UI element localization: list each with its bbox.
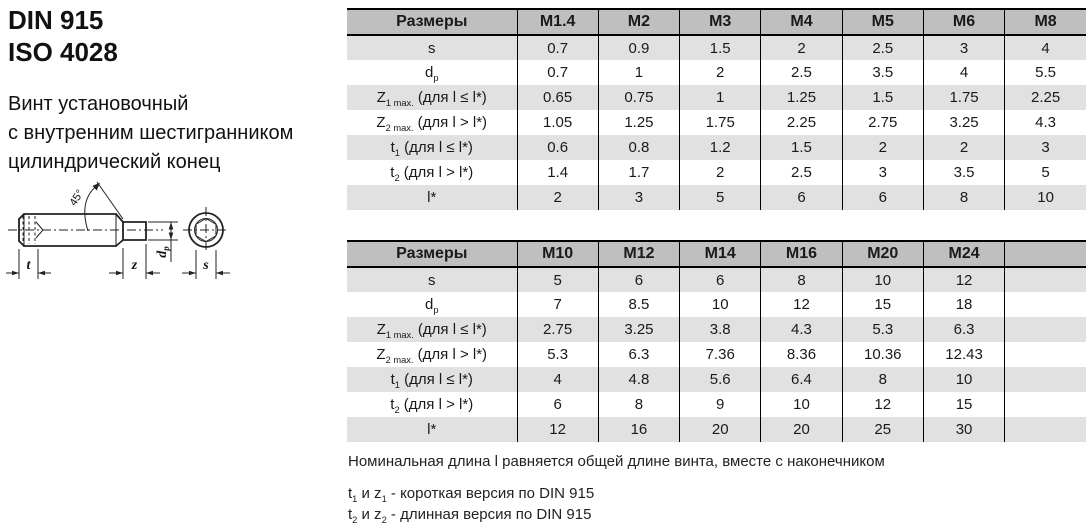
value-cell: 5.3 [517,342,598,367]
value-cell: 6 [680,267,761,292]
table-row [347,367,1086,392]
header-row [347,241,1086,267]
value-cell: 6 [761,185,842,210]
value-cell: 3 [842,160,923,185]
value-cell: 8 [923,185,1004,210]
z-dimension-label: z [131,258,138,273]
value-cell: 5 [680,185,761,210]
value-cell: 10 [842,267,923,292]
screw-side-view [6,182,178,279]
table-row [347,185,1086,210]
empty-cell [1005,292,1086,317]
value-cell: 8.5 [598,292,679,317]
row-label: $t_2$ (для l > l*) [390,164,474,183]
angle-dimension-label: 45° [67,187,87,209]
value-cell: 3 [1005,135,1086,160]
standard-iso-title: ISO 4028 [8,37,118,67]
row-label: s [347,35,517,60]
empty-cell [1005,367,1086,392]
table-row [347,135,1086,160]
value-cell: 5.6 [680,367,761,392]
row-label: $d_p$ [424,64,439,83]
value-cell: 1.2 [680,135,761,160]
row-label: $Z_{2 max.}$ (для l > l*) [376,346,488,365]
value-cell: 12 [923,267,1004,292]
value-cell: 8 [761,267,842,292]
value-cell: 0.6 [517,135,598,160]
t-dimension-label: t [26,258,31,273]
value-cell: 4 [1005,35,1086,60]
corner-header-cell: Размеры [347,9,517,35]
dp-dimension-label: $d_p$ [155,246,171,258]
table-row [347,35,1086,60]
dimension-dp [148,222,178,262]
value-cell: 3.25 [923,110,1004,135]
value-cell: 30 [923,417,1004,442]
empty-cell [1005,342,1086,367]
dimensions-table-large-sizes [347,240,1086,442]
value-cell: 2 [517,185,598,210]
value-cell: 8 [842,367,923,392]
row-label: $t_2$ (для l > l*) [390,396,474,415]
value-cell: 6 [598,267,679,292]
value-cell: 1 [680,85,761,110]
size-column-header: M5 [842,9,923,35]
size-column-header: M12 [598,241,679,267]
size-column-header: M10 [517,241,598,267]
value-cell: 1.05 [517,110,598,135]
empty-cell [1005,417,1086,442]
value-cell: 1.4 [517,160,598,185]
row-label: $t_1$ (для l ≤ l*) [347,135,517,160]
value-cell: 10 [680,292,761,317]
value-cell: 3 [598,185,679,210]
value-cell: 12 [761,292,842,317]
value-cell: 18 [923,292,1004,317]
description-line-2: с внутренним шестигранником [8,122,294,144]
size-column-header: M1.4 [517,9,598,35]
value-cell: 15 [923,392,1004,417]
value-cell: 2 [923,135,1004,160]
row-label: $Z_{1 max.}$ (для l ≤ l*) [347,85,517,110]
value-cell: 3.5 [842,60,923,85]
description-line-3: цилиндрический конец [8,151,221,173]
value-cell: 6 [842,185,923,210]
value-cell: 15 [842,292,923,317]
row-label: $Z_{1 max.}$ (для l ≤ l*) [347,317,517,342]
table-row [347,60,1086,85]
right-panel [347,0,1086,526]
dimension-s [182,250,230,279]
value-cell: 3.5 [923,160,1004,185]
value-cell: 2 [761,35,842,60]
size-column-header: M6 [923,9,1004,35]
size-column-header: M8 [1005,9,1086,35]
value-cell: 10.36 [842,342,923,367]
chamfer-angle-callout [68,182,123,231]
size-column-header: M24 [923,241,1004,267]
size-column-header: M16 [761,241,842,267]
dog-point [123,222,146,240]
dimensions-table-small-sizes [347,8,1086,210]
value-cell: 3.8 [680,317,761,342]
value-cell: 3.25 [598,317,679,342]
dimension-t [6,249,51,279]
value-cell: 3 [923,35,1004,60]
value-cell: 2.75 [842,110,923,135]
size-column-header: M2 [598,9,679,35]
screw-technical-drawing [2,176,274,300]
value-cell: 4.8 [598,367,679,392]
value-cell: 1.5 [842,85,923,110]
table-row [347,292,1086,317]
value-cell: 12.43 [923,342,1004,367]
table-row [347,392,1086,417]
value-cell: 5.5 [1005,60,1086,85]
value-cell: 0.7 [517,60,598,85]
value-cell: 1.5 [761,135,842,160]
note-short-version: $t_1$ и $z_1$ - короткая версия по DIN 915 [348,485,595,504]
value-cell: 12 [517,417,598,442]
value-cell: 5 [1005,160,1086,185]
row-label: l* [347,185,517,210]
product-description [8,90,343,177]
left-panel [8,4,343,177]
value-cell: 4.3 [1005,110,1086,135]
value-cell: 6 [517,392,598,417]
value-cell: 10 [1005,185,1086,210]
empty-cell [1005,267,1086,292]
value-cell: 5.3 [842,317,923,342]
value-cell: 2.25 [761,110,842,135]
description-line-1: Винт установочный [8,93,189,115]
value-cell: 8.36 [761,342,842,367]
value-cell: 10 [761,392,842,417]
row-label: s [347,267,517,292]
empty-cell [1005,392,1086,417]
s-dimension-label: s [203,258,209,273]
empty-header-cell [1005,241,1086,267]
value-cell: 7.36 [680,342,761,367]
value-cell: 12 [842,392,923,417]
value-cell: 20 [761,417,842,442]
value-cell: 2.25 [1005,85,1086,110]
table-row [347,317,1086,342]
table-row [347,110,1086,135]
table-row [347,85,1086,110]
value-cell: 2.5 [761,160,842,185]
value-cell: 4 [923,60,1004,85]
value-cell: 1.25 [761,85,842,110]
table-row [347,342,1086,367]
empty-cell [1005,317,1086,342]
value-cell: 1.25 [598,110,679,135]
value-cell: 1.5 [680,35,761,60]
value-cell: 1 [598,60,679,85]
value-cell: 1.7 [598,160,679,185]
table-row [347,417,1086,442]
value-cell: 5 [517,267,598,292]
footnotes [348,452,1078,525]
corner-header-cell: Размеры [347,241,517,267]
value-cell: 9 [680,392,761,417]
size-column-header: M4 [761,9,842,35]
value-cell: 2.75 [517,317,598,342]
header-row [347,9,1086,35]
value-cell: 2 [680,60,761,85]
value-cell: 2 [842,135,923,160]
value-cell: 20 [680,417,761,442]
value-cell: 0.9 [598,35,679,60]
value-cell: 4.3 [761,317,842,342]
value-cell: 16 [598,417,679,442]
value-cell: 8 [598,392,679,417]
row-label: $d_p$ [424,296,439,315]
value-cell: 0.7 [517,35,598,60]
value-cell: 0.8 [598,135,679,160]
dimension-z [109,244,160,279]
value-cell: 0.65 [517,85,598,110]
size-column-header: M20 [842,241,923,267]
row-label: $t_1$ (для l ≤ l*) [347,367,517,392]
standard-din-title: DIN 915 [8,5,104,35]
row-label: l* [347,417,517,442]
value-cell: 6.3 [923,317,1004,342]
value-cell: 2.5 [761,60,842,85]
note-nominal-length: Номинальная длина l равняется общей длине винта, вместе с наконечником [348,453,885,470]
size-column-header: M14 [680,241,761,267]
table-row [347,267,1086,292]
value-cell: 1.75 [680,110,761,135]
size-column-header: M3 [680,9,761,35]
row-label: $Z_{2 max.}$ (для l > l*) [376,114,488,133]
value-cell: 2 [680,160,761,185]
value-cell: 6.3 [598,342,679,367]
value-cell: 2.5 [842,35,923,60]
value-cell: 4 [517,367,598,392]
value-cell: 25 [842,417,923,442]
value-cell: 0.75 [598,85,679,110]
note-long-version: $t_2$ и $z_2$ - длинная версия по DIN 915 [348,506,592,525]
value-cell: 1.75 [923,85,1004,110]
value-cell: 10 [923,367,1004,392]
value-cell: 7 [517,292,598,317]
table-row [347,160,1086,185]
value-cell: 6.4 [761,367,842,392]
screw-end-view [182,207,230,279]
